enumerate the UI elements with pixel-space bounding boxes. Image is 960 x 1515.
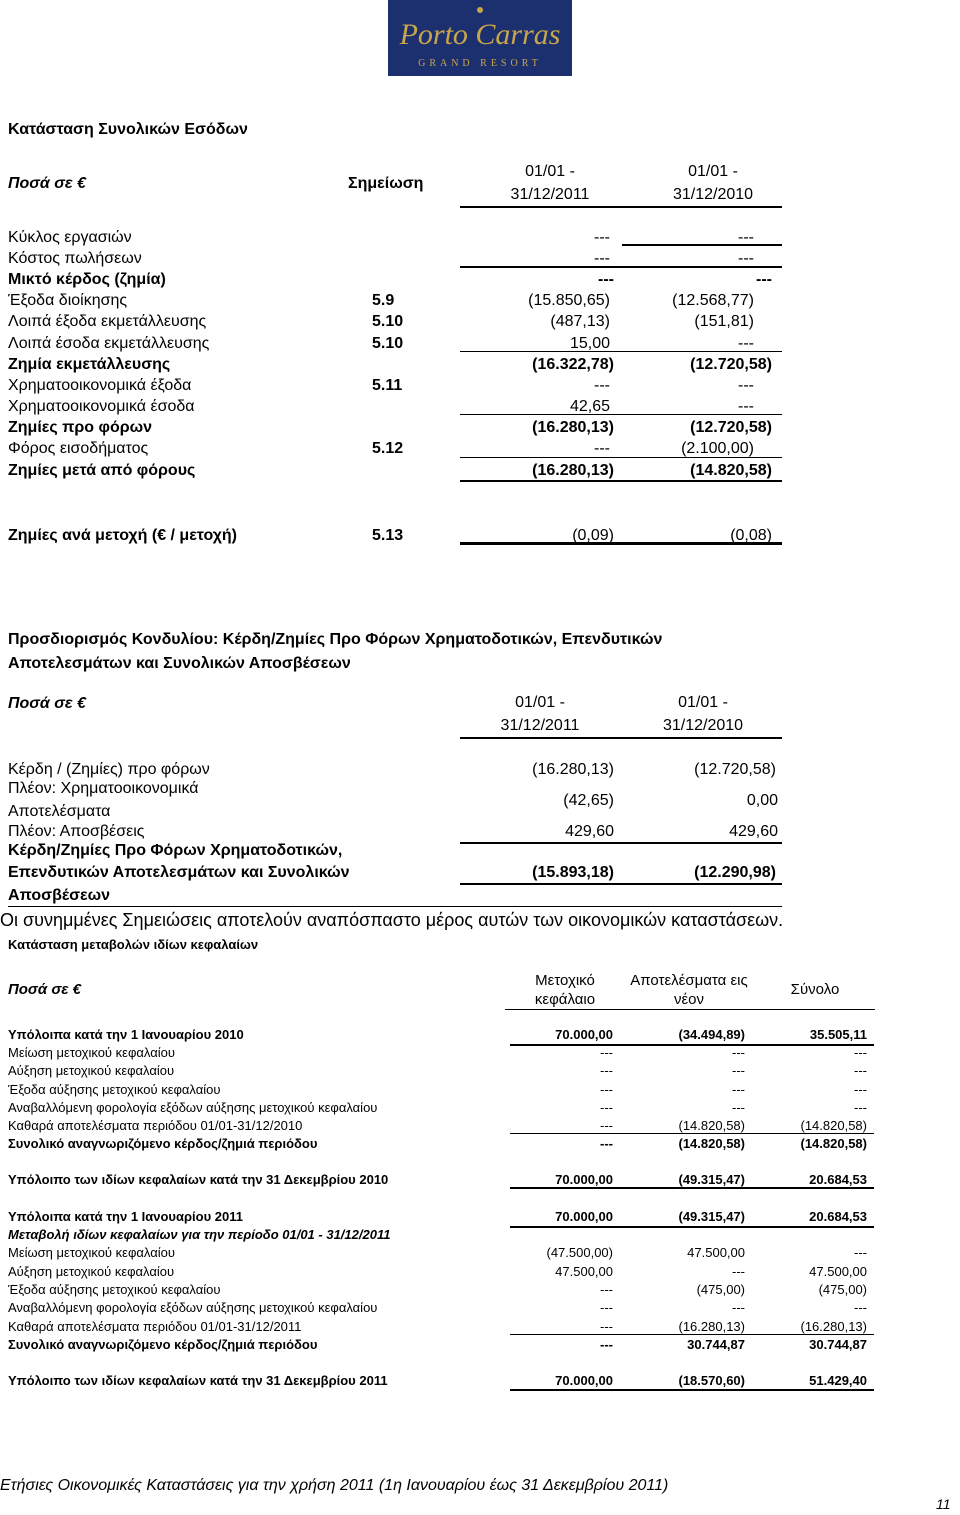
ebitda-period-2011-line2: 31/12/2011 [500,717,580,734]
equity-row-retained: (34.494,89) [678,1027,745,1042]
equity-title: Κατάσταση μεταβολών ιδίων κεφαλαίων [8,937,259,952]
equity-row-label: Καθαρά αποτελέσματα περιόδου 01/01-31/12/2010 [8,1118,303,1133]
ebitda-amount-label: Ποσά σε € [8,695,86,712]
equity-row-total: --- [854,1045,867,1060]
equity-row-label: Συνολικό αναγνωριζόμενο κέρδος/ζημιά περιόδου [8,1136,318,1151]
equity-row-capital: --- [600,1045,613,1060]
income-row-2011: (16.322,78) [532,356,614,373]
income-row-note: 5.12 [372,440,404,457]
ebitda-row-ebt-2011: (16.280,13) [532,761,614,778]
income-row-label: Χρηματοοικονομικά έξοδα [8,377,192,394]
ebitda-total-2010: (12.290,98) [694,864,776,881]
footer-text: Ετήσιες Οικονομικές Καταστάσεις για την χρήση 2011 (1η Ιανουαρίου έως 31 Δεκεμβρίου 2011) [0,1477,669,1494]
ebitda-row-ebt-label: Κέρδη / (Ζημίες) προ φόρων [8,761,210,778]
equity-row-retained: 47.500,00 [687,1245,745,1260]
logo-subtitle: GRAND RESORT [418,58,542,69]
ebitda-rule-before-total [460,842,782,844]
porto-carras-logo [370,0,590,76]
ebitda-title-line1: Προσδιορισμός Κονδυλίου: Κέρδη/Ζημίες Προ Φόρων Χρηματοδοτικών, Επενδυτικών [8,631,663,648]
income-row-2011: (16.280,13) [532,462,614,479]
equity-row-capital: 47.500,00 [555,1264,613,1279]
equity-row-capital: --- [600,1337,613,1352]
ebitda-row-finance-2010: 0,00 [746,792,778,809]
income-period-2011-line2: 31/12/2011 [510,186,590,203]
income-row-note: 5.9 [372,292,395,309]
logo-star [477,7,483,13]
rule-before-operating [460,351,782,352]
income-row-2010: (151,81) [694,313,754,330]
equity-row-capital: --- [600,1118,613,1133]
income-row-2011: 15,00 [569,335,610,352]
income-row-2010: --- [738,250,754,267]
equity-row-label: Έξοδα αύξησης μετοχικού κεφαλαίου [8,1282,221,1297]
income-row-2011: (16.280,13) [532,419,614,436]
income-row-label: Ζημία εκμετάλλευσης [8,356,171,373]
ebitda-row-finance-label-2: Αποτελέσματα [8,803,111,820]
income-row-2011: 42,65 [569,398,610,415]
income-amount-label: Ποσά σε € [8,175,86,192]
equity-row-retained: --- [732,1300,745,1315]
income-row-2010: (14.820,58) [690,462,772,479]
income-row-label: Ζημίες προ φόρων [8,419,153,436]
equity-row-retained: --- [732,1100,745,1115]
equity-row-label: Αύξηση μετοχικού κεφαλαίου [8,1264,175,1279]
income-row-note: 5.10 [372,313,404,330]
rule-after-cost [460,266,782,268]
ebitda-period-2011-line1: 01/01 - [515,694,565,711]
income-row-label: Χρηματοοικονομικά έσοδα [8,398,195,415]
equity-row-capital: --- [600,1282,613,1297]
ebitda-row-depreciation-2011: 429,60 [565,823,614,840]
income-period-2010-line2: 31/12/2010 [672,186,754,203]
equity-row-label: Αναβαλλόμενη φορολογία εξόδων αύξησης μετοχικού κεφαλαίου [8,1300,378,1315]
income-row-label: Έξοδα διοίκησης [8,292,128,309]
income-row-2010: --- [738,377,754,394]
equity-row-capital: 70.000,00 [555,1027,613,1042]
eps-2010: (0,08) [730,527,772,544]
equity-row-capital: 70.000,00 [555,1373,613,1388]
equity-row-retained: (18.570,60) [678,1373,745,1388]
equity-row-total: --- [854,1063,867,1078]
equity-row-total: --- [854,1100,867,1115]
ebitda-bottom-rule [8,906,782,907]
equity-row-label: Καθαρά αποτελέσματα περιόδου 01/01-31/12/2011 [8,1319,302,1334]
equity-row-label: Μείωση μετοχικού κεφαλαίου [8,1045,175,1060]
equity-rule-before-total-2010 [510,1133,874,1134]
equity-amount-label: Ποσά σε € [8,981,81,998]
equity-rule-close-2010 [510,1187,874,1189]
income-row-2010: (2.100,00) [681,440,754,457]
equity-row-total: 51.429,40 [809,1373,867,1388]
equity-header-rule [505,1009,875,1010]
income-row-label: Λοιπά έξοδα εκμετάλλευσης [8,313,207,330]
income-header-rule [460,206,782,208]
rule-after-net [460,480,782,482]
income-row-2010: (12.720,58) [690,356,772,373]
equity-row-capital: --- [600,1100,613,1115]
equity-col-retained-2: νέον [673,991,705,1008]
logo-name: Porto Carras [399,18,561,51]
equity-row-capital: --- [600,1300,613,1315]
income-row-2011: --- [594,377,610,394]
income-title: Κατάσταση Συνολικών Εσόδων [8,121,248,138]
income-row-2010: (12.720,58) [690,419,772,436]
equity-col-retained-1: Αποτελέσματα εις [630,972,748,989]
equity-rule-open-2011 [510,1226,874,1228]
eps-rule [460,542,782,545]
ebitda-title-line2: Αποτελεσμάτων και Συνολικών Αποσβέσεων [8,655,351,672]
equity-row-label: Αναβαλλόμενη φορολογία εξόδων αύξησης μετοχικού κεφαλαίου [8,1100,378,1115]
income-period-2011-line1: 01/01 - [525,163,575,180]
equity-row-retained: --- [732,1063,745,1078]
rule-before-ebt [460,414,782,415]
ebitda-row-finance-2011: (42,65) [563,792,614,809]
equity-rule-before-total-2011 [510,1334,874,1335]
ebitda-period-2010-line1: 01/01 - [678,694,728,711]
equity-row-retained: (16.280,13) [678,1319,745,1334]
equity-row-label: Αύξηση μετοχικού κεφαλαίου [8,1063,175,1078]
equity-row-total: --- [854,1082,867,1097]
equity-row-total: (14.820,58) [800,1118,867,1133]
ebitda-row-depreciation-label: Πλέον: Αποσβέσεις [8,823,145,840]
ebitda-total-label-3: Αποσβέσεων [8,887,111,904]
equity-row-retained: (14.820,58) [678,1118,745,1133]
equity-row-total: 20.684,53 [809,1209,867,1224]
ebitda-row-ebt-2010: (12.720,58) [694,761,776,778]
page-number: 11 [936,1496,951,1512]
income-row-2010: --- [756,271,772,288]
equity-row-total: 20.684,53 [809,1172,867,1187]
equity-row-total: 47.500,00 [809,1264,867,1279]
income-row-2011: (15.850,65) [528,292,610,309]
eps-note: 5.13 [372,527,404,544]
income-row-label: Λοιπά έσοδα εκμετάλλευσης [8,335,210,352]
income-row-label: Μικτό κέρδος (ζημία) [8,271,166,288]
equity-row-total: 30.744,87 [809,1337,867,1352]
equity-row-retained: --- [732,1045,745,1060]
income-row-2011: (487,13) [550,313,610,330]
income-row-note: 5.10 [372,335,404,352]
equity-row-label: Μεταβολή ιδίων κεφαλαίων για την περίοδο 01/01 - 31/12/2011 [8,1227,391,1242]
equity-row-total: 35.505,11 [809,1027,867,1042]
equity-row-total: --- [854,1245,867,1260]
income-row-label: Κύκλος εργασιών [8,229,132,246]
equity-row-label: Συνολικό αναγνωριζόμενο κέρδος/ζημιά περιόδου [8,1337,318,1352]
equity-row-label: Υπόλοιπο των ιδίων κεφαλαίων κατά την 31 Δεκεμβρίου 2011 [8,1373,388,1388]
income-row-label: Ζημίες μετά από φόρους [8,462,196,479]
equity-row-label: Υπόλοιπο των ιδίων κεφαλαίων κατά την 31 Δεκεμβρίου 2010 [8,1172,389,1187]
equity-row-capital: --- [600,1136,613,1151]
equity-row-capital: 70.000,00 [555,1209,613,1224]
equity-row-capital: --- [600,1319,613,1334]
income-row-2011: --- [594,250,610,267]
equity-rule-close-2011 [510,1389,874,1391]
income-row-2011: --- [594,440,610,457]
income-note-header: Σημείωση [348,175,424,192]
income-row-2010: --- [738,229,754,246]
income-row-2010: --- [738,398,754,415]
income-row-2010: --- [738,335,754,352]
ebitda-row-finance-label-1: Πλέον: Χρηματοοικονομικά [8,780,199,797]
ebitda-total-2011: (15.893,18) [532,864,614,881]
income-row-2010: (12.568,77) [672,292,754,309]
income-row-2011: --- [594,229,610,246]
equity-row-label: Μείωση μετοχικού κεφαλαίου [8,1245,175,1260]
eps-2011: (0,09) [572,527,614,544]
equity-row-label: Έξοδα αύξησης μετοχικού κεφαλαίου [8,1082,221,1097]
equity-row-retained: (475,00) [696,1282,745,1297]
eps-label: Ζημίες ανά μετοχή (€ / μετοχή) [8,527,238,544]
rule-before-net [460,457,782,458]
income-row-label: Φόρος εισοδήματος [8,440,149,457]
equity-row-total: --- [854,1300,867,1315]
equity-row-total: (475,00) [818,1282,867,1297]
ebitda-period-2010-line2: 31/12/2010 [662,717,744,734]
ebitda-total-rule [460,883,782,885]
equity-row-retained: --- [732,1264,745,1279]
ebitda-header-rule [460,737,782,739]
income-row-note: 5.11 [372,377,403,394]
income-row-2011: --- [598,271,614,288]
equity-row-retained: (14.820,58) [678,1136,745,1151]
equity-col-capital-2: κεφάλαιο [534,991,596,1008]
equity-row-total: (16.280,13) [800,1319,867,1334]
equity-row-capital: 70.000,00 [555,1172,613,1187]
ebitda-total-label-2: Επενδυτικών Αποτελεσμάτων και Συνολικών [8,864,350,881]
equity-rule-open-2010 [510,1044,874,1046]
equity-col-total: Σύνολο [790,981,840,998]
equity-col-capital-1: Μετοχικό [535,972,595,989]
equity-row-label: Υπόλοιπα κατά την 1 Ιανουαρίου 2010 [8,1027,244,1042]
equity-row-capital: --- [600,1063,613,1078]
rule-after-revenue [622,244,782,246]
notes-statement: Οι συνημμένες Σημειώσεις αποτελούν αναπόσπαστο μέρος αυτών των οικονομικών καταστάσεων. [0,910,784,930]
equity-row-retained: (49.315,47) [678,1209,745,1224]
equity-row-capital: --- [600,1082,613,1097]
income-row-label: Κόστος πωλήσεων [8,250,142,267]
ebitda-row-depreciation-2010: 429,60 [729,823,778,840]
ebitda-total-label-1: Κέρδη/Ζημίες Προ Φόρων Χρηματοδοτικών, [8,842,343,859]
equity-row-capital: (47.500,00) [546,1245,613,1260]
equity-row-retained: (49.315,47) [678,1172,745,1187]
equity-row-retained: --- [732,1082,745,1097]
equity-row-total: (14.820,58) [800,1136,867,1151]
income-period-2010-line1: 01/01 - [688,163,738,180]
equity-row-retained: 30.744,87 [687,1337,745,1352]
equity-row-label: Υπόλοιπα κατά την 1 Ιανουαρίου 2011 [8,1209,243,1224]
